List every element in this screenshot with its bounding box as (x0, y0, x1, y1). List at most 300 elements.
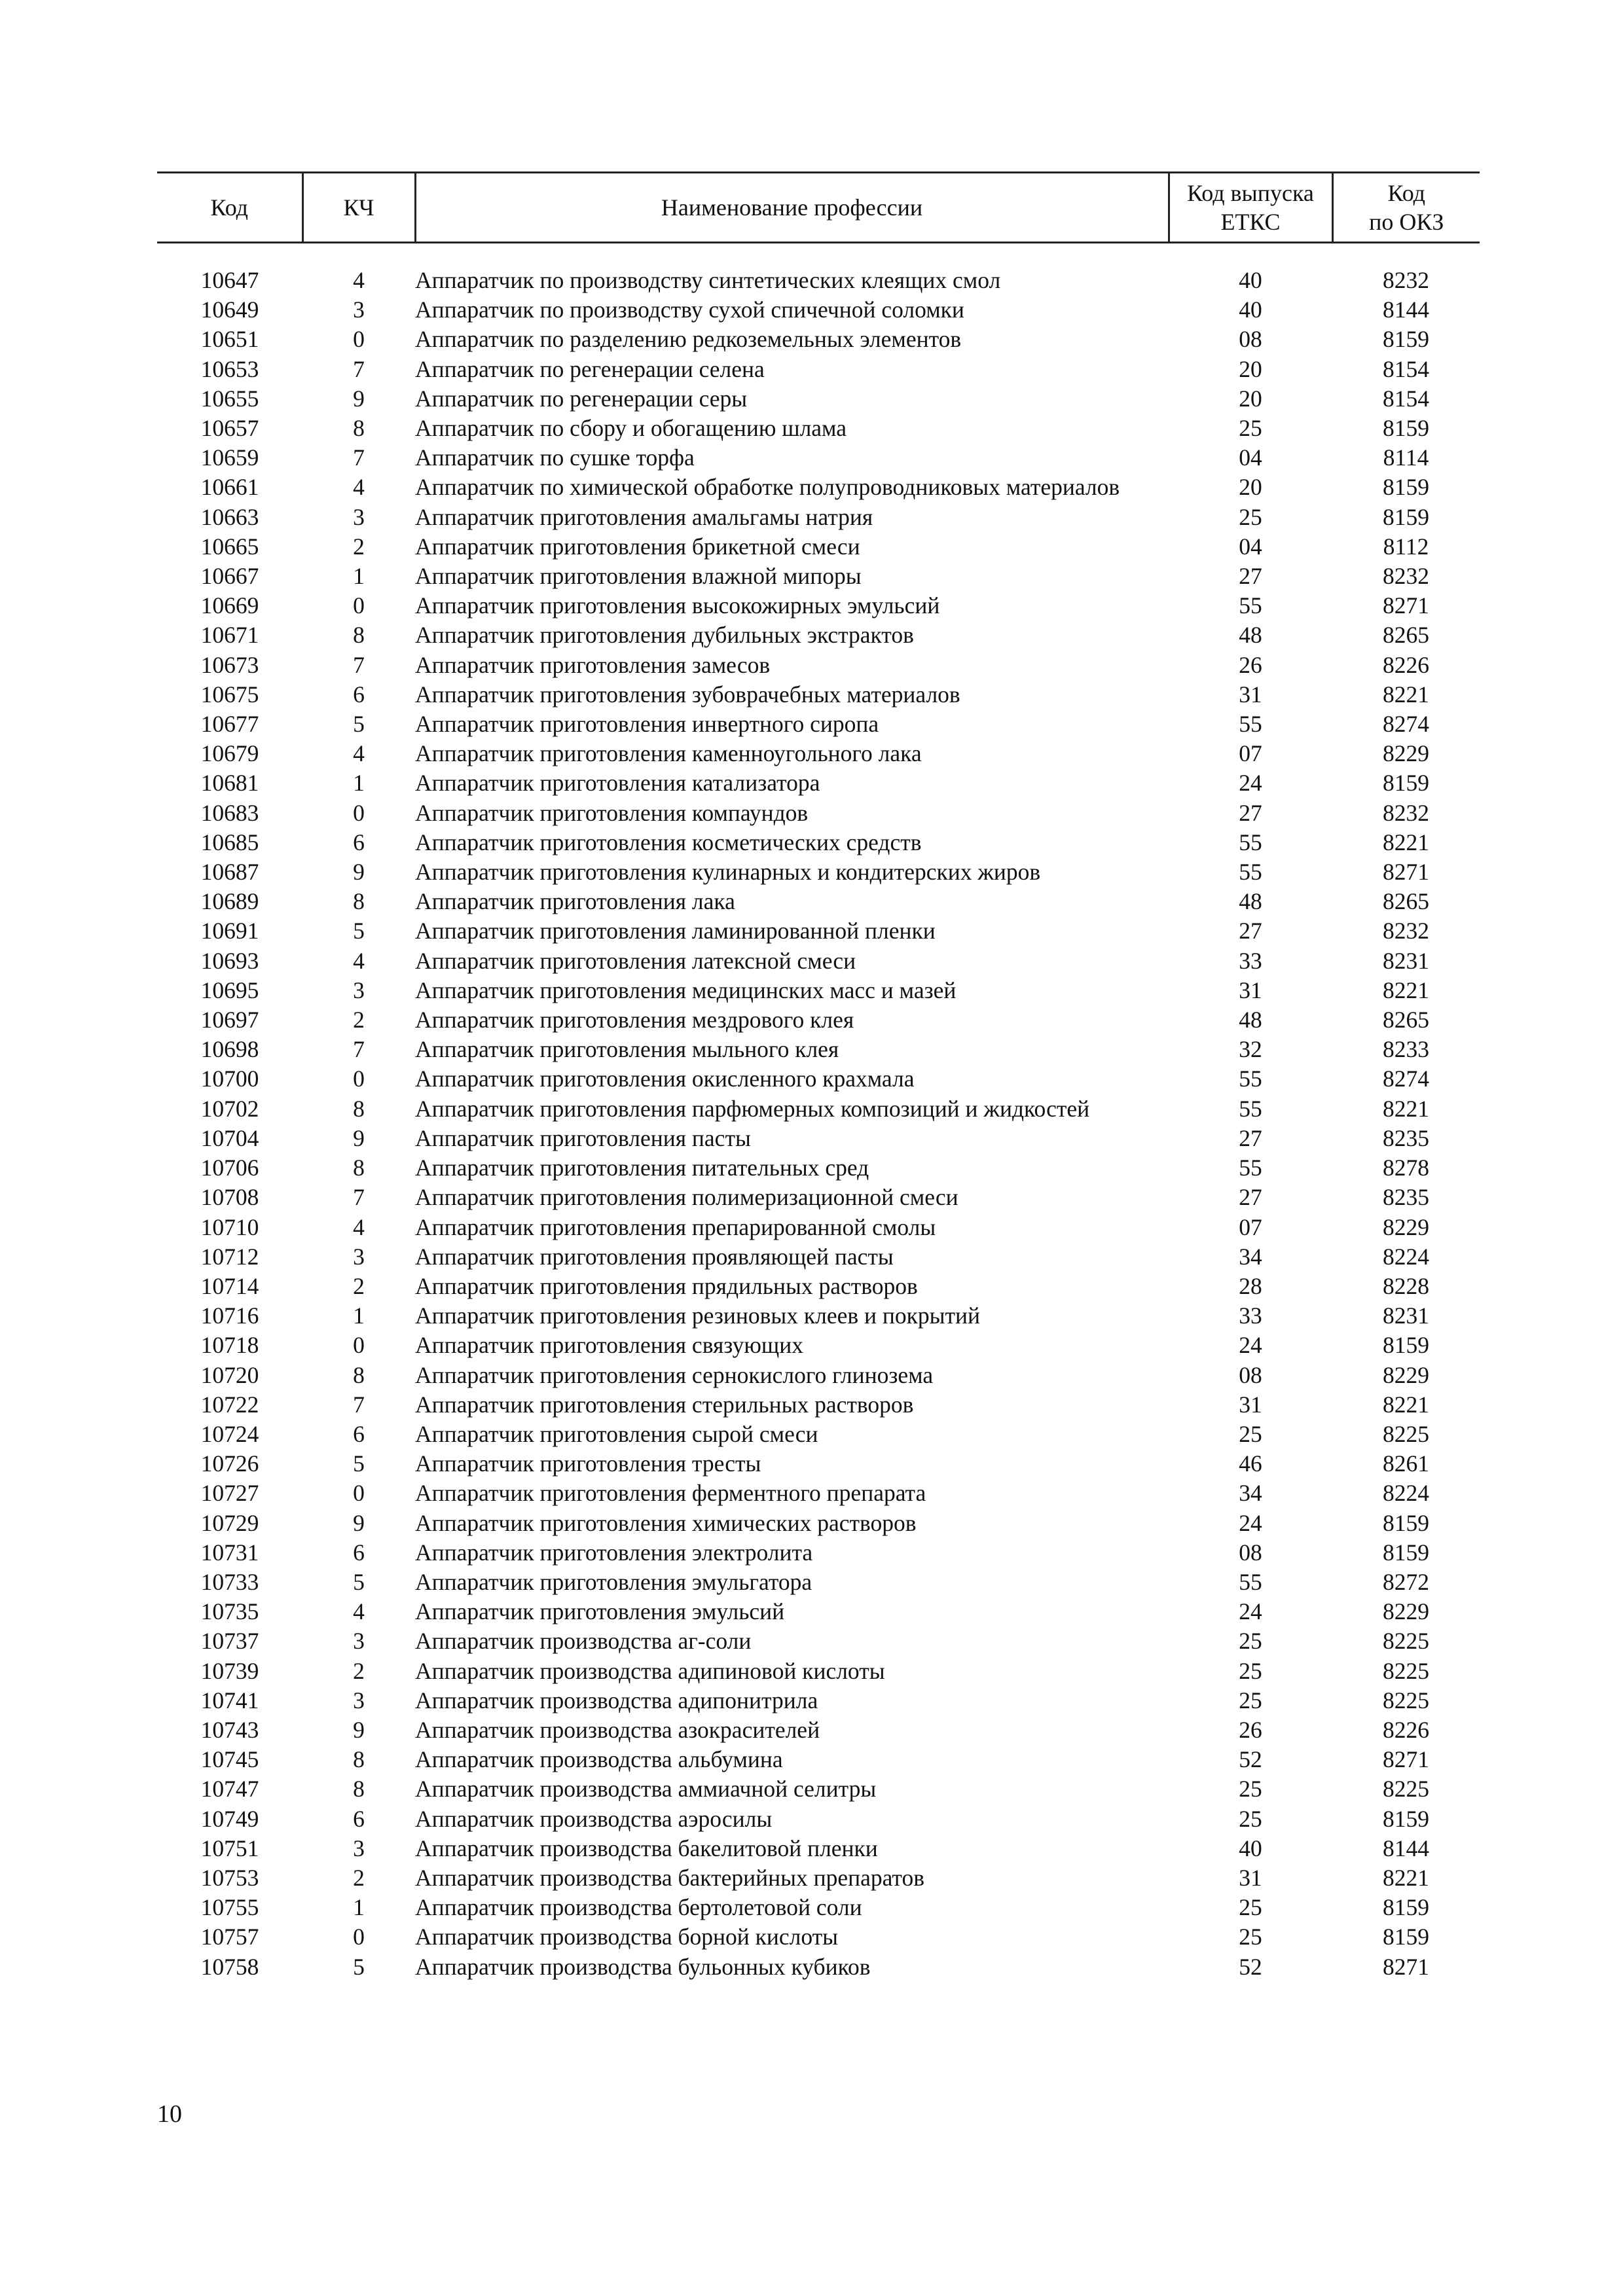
row-code: 10661 (200, 474, 259, 501)
table-row (157, 651, 1480, 680)
table-body (157, 243, 1480, 1982)
row-code: 10677 (200, 711, 259, 738)
table-row (157, 1183, 1480, 1212)
row-etks-code: 31 (1239, 1864, 1262, 1891)
row-code: 10685 (200, 829, 259, 855)
row-code: 10702 (200, 1095, 259, 1122)
row-okz-code: 8274 (1383, 1066, 1429, 1092)
table-row (157, 1449, 1480, 1479)
table-row (157, 1804, 1480, 1834)
row-code: 10757 (200, 1924, 259, 1950)
row-etks-code: 34 (1239, 1480, 1262, 1507)
row-kch: 0 (353, 799, 365, 826)
row-code: 10739 (200, 1657, 259, 1684)
row-okz-code: 8229 (1383, 1213, 1429, 1240)
table-row (157, 1745, 1480, 1774)
row-code: 10724 (200, 1420, 259, 1447)
row-code: 10665 (200, 533, 259, 560)
row-name: Аппаратчик по сушке торфа (415, 444, 695, 471)
row-etks-code: 20 (1239, 355, 1262, 382)
table-row (157, 1153, 1480, 1183)
row-code: 10655 (200, 385, 259, 412)
row-okz-code: 8235 (1383, 1184, 1429, 1211)
row-name: Аппаратчик приготовления стерильных растворов (415, 1391, 914, 1418)
row-name: Аппаратчик приготовления медицинских масс и мазей (415, 977, 957, 1003)
table-row (157, 384, 1480, 414)
row-kch: 1 (353, 1302, 365, 1329)
row-okz-code: 8159 (1383, 1924, 1429, 1950)
row-etks-code: 25 (1239, 503, 1262, 530)
row-okz-code: 8221 (1383, 977, 1429, 1003)
header-kch: КЧ (302, 173, 415, 243)
row-kch: 5 (353, 1953, 365, 1980)
row-etks-code: 33 (1239, 947, 1262, 974)
row-name: Аппаратчик приготовления замесов (415, 651, 771, 678)
row-kch: 4 (353, 740, 365, 767)
table-row (157, 1863, 1480, 1893)
row-name: Аппаратчик производства бактерийных препаратов (415, 1864, 924, 1891)
table-row (157, 1538, 1480, 1568)
row-etks-code: 48 (1239, 1007, 1262, 1033)
row-okz-code: 8159 (1383, 1894, 1429, 1921)
row-okz-code: 8225 (1383, 1687, 1429, 1713)
row-okz-code: 8159 (1383, 1805, 1429, 1832)
table-row (157, 739, 1480, 768)
row-name: Аппаратчик приготовления ламинированной пленки (415, 918, 936, 944)
row-kch: 9 (353, 385, 365, 412)
table-row (157, 1124, 1480, 1153)
table-row (157, 1064, 1480, 1094)
table-row (157, 798, 1480, 828)
row-etks-code: 24 (1239, 1598, 1262, 1625)
row-code: 10712 (200, 1243, 259, 1270)
row-name: Аппаратчик приготовления проявляющей пасты (415, 1243, 894, 1270)
row-kch: 8 (353, 1155, 365, 1181)
row-name: Аппаратчик приготовления прядильных растворов (415, 1272, 918, 1299)
row-kch: 0 (353, 1066, 365, 1092)
row-code: 10758 (200, 1953, 259, 1980)
row-code: 10679 (200, 740, 259, 767)
row-etks-code: 25 (1239, 1657, 1262, 1684)
row-okz-code: 8272 (1383, 1568, 1429, 1595)
row-kch: 0 (353, 326, 365, 353)
row-etks-code: 26 (1239, 1716, 1262, 1743)
table-row (157, 414, 1480, 443)
row-code: 10663 (200, 503, 259, 530)
table-row (157, 295, 1480, 325)
row-code: 10651 (200, 326, 259, 353)
row-okz-code: 8231 (1383, 947, 1429, 974)
row-etks-code: 07 (1239, 1213, 1262, 1240)
row-okz-code: 8228 (1383, 1272, 1429, 1299)
row-etks-code: 55 (1239, 1066, 1262, 1092)
row-etks-code: 40 (1239, 267, 1262, 293)
table-row (157, 1301, 1480, 1331)
row-code: 10741 (200, 1687, 259, 1713)
row-kch: 5 (353, 1568, 365, 1595)
row-etks-code: 20 (1239, 385, 1262, 412)
row-etks-code: 25 (1239, 1628, 1262, 1655)
row-kch: 9 (353, 1509, 365, 1536)
row-code: 10722 (200, 1391, 259, 1418)
table-row (157, 680, 1480, 709)
row-etks-code: 31 (1239, 977, 1262, 1003)
row-kch: 5 (353, 1450, 365, 1477)
table-row (157, 1272, 1480, 1301)
row-name: Аппаратчик приготовления каменноугольного лака (415, 740, 922, 767)
row-kch: 9 (353, 859, 365, 886)
row-etks-code: 33 (1239, 1302, 1262, 1329)
row-etks-code: 25 (1239, 1776, 1262, 1803)
table-row (157, 946, 1480, 976)
row-code: 10693 (200, 947, 259, 974)
row-okz-code: 8112 (1383, 533, 1429, 560)
row-name: Аппаратчик по регенерации селена (415, 355, 765, 382)
row-name: Аппаратчик приготовления полимеризационной смеси (415, 1184, 958, 1211)
row-kch: 4 (353, 1598, 365, 1625)
table-row (157, 1361, 1480, 1390)
row-kch: 0 (353, 592, 365, 619)
row-name: Аппаратчик приготовления препарированной смолы (415, 1213, 936, 1240)
table-row (157, 857, 1480, 887)
row-okz-code: 8225 (1383, 1776, 1429, 1803)
table-row (157, 976, 1480, 1005)
row-etks-code: 08 (1239, 1361, 1262, 1388)
row-code: 10689 (200, 888, 259, 915)
row-name: Аппаратчик приготовления косметических средств (415, 829, 922, 855)
row-name: Аппаратчик приготовления питательных сред (415, 1155, 869, 1181)
row-etks-code: 31 (1239, 1391, 1262, 1418)
row-okz-code: 8159 (1383, 1509, 1429, 1536)
row-etks-code: 25 (1239, 1420, 1262, 1447)
row-code: 10751 (200, 1835, 259, 1861)
row-okz-code: 8265 (1383, 1007, 1429, 1033)
row-kch: 4 (353, 474, 365, 501)
row-okz-code: 8159 (1383, 326, 1429, 353)
row-okz-code: 8114 (1383, 444, 1429, 471)
row-name: Аппаратчик по регенерации серы (415, 385, 748, 412)
row-okz-code: 8232 (1383, 799, 1429, 826)
row-etks-code: 52 (1239, 1746, 1262, 1773)
row-okz-code: 8221 (1383, 829, 1429, 855)
row-kch: 4 (353, 1213, 365, 1240)
row-code: 10747 (200, 1776, 259, 1803)
row-etks-code: 25 (1239, 1894, 1262, 1921)
table-row (157, 1834, 1480, 1863)
row-etks-code: 34 (1239, 1243, 1262, 1270)
row-etks-code: 55 (1239, 711, 1262, 738)
table-row (157, 768, 1480, 798)
row-kch: 4 (353, 267, 365, 293)
row-code: 10657 (200, 415, 259, 442)
row-code: 10700 (200, 1066, 259, 1092)
row-etks-code: 52 (1239, 1953, 1262, 1980)
row-etks-code: 55 (1239, 1568, 1262, 1595)
table-row (157, 355, 1480, 384)
row-okz-code: 8225 (1383, 1628, 1429, 1655)
table-row (157, 887, 1480, 916)
row-code: 10716 (200, 1302, 259, 1329)
row-etks-code: 40 (1239, 296, 1262, 323)
row-name: Аппаратчик приготовления катализатора (415, 770, 820, 797)
row-kch: 6 (353, 1805, 365, 1832)
row-okz-code: 8265 (1383, 622, 1429, 649)
row-etks-code: 04 (1239, 444, 1262, 471)
row-etks-code: 55 (1239, 592, 1262, 619)
row-code: 10720 (200, 1361, 259, 1388)
row-okz-code: 8144 (1383, 296, 1429, 323)
row-etks-code: 25 (1239, 1924, 1262, 1950)
row-kch: 9 (353, 1716, 365, 1743)
row-okz-code: 8229 (1383, 740, 1429, 767)
row-name: Аппаратчик производства альбумина (415, 1746, 783, 1773)
table-row (157, 1242, 1480, 1272)
row-etks-code: 24 (1239, 770, 1262, 797)
row-okz-code: 8225 (1383, 1420, 1429, 1447)
row-name: Аппаратчик приготовления кулинарных и кондитерских жиров (415, 859, 1041, 886)
row-name: Аппаратчик производства адипиновой кислоты (415, 1657, 885, 1684)
row-code: 10729 (200, 1509, 259, 1536)
row-name: Аппаратчик приготовления парфюмерных композиций и жидкостей (415, 1095, 1090, 1122)
row-name: Аппаратчик приготовления ферментного препарата (415, 1480, 926, 1507)
header-code: Код (157, 173, 302, 243)
row-okz-code: 8261 (1383, 1450, 1429, 1477)
table-row (157, 709, 1480, 739)
row-etks-code: 25 (1239, 415, 1262, 442)
row-code: 10708 (200, 1184, 259, 1211)
row-etks-code: 31 (1239, 681, 1262, 708)
row-name: Аппаратчик приготовления мыльного клея (415, 1036, 839, 1063)
row-name: Аппаратчик приготовления инвертного сиропа (415, 711, 879, 738)
row-okz-code: 8159 (1383, 770, 1429, 797)
row-kch: 3 (353, 1628, 365, 1655)
row-kch: 2 (353, 1657, 365, 1684)
row-kch: 7 (353, 355, 365, 382)
row-etks-code: 08 (1239, 1539, 1262, 1566)
row-kch: 7 (353, 1036, 365, 1063)
row-name: Аппаратчик приготовления амальгамы натрия (415, 503, 873, 530)
row-code: 10731 (200, 1539, 259, 1566)
row-code: 10659 (200, 444, 259, 471)
row-name: Аппаратчик приготовления дубильных экстрактов (415, 622, 914, 649)
table-row (157, 1774, 1480, 1804)
row-kch: 4 (353, 947, 365, 974)
table-row (157, 532, 1480, 562)
row-okz-code: 8154 (1383, 385, 1429, 412)
row-okz-code: 8265 (1383, 888, 1429, 915)
row-okz-code: 8224 (1383, 1243, 1429, 1270)
row-code: 10704 (200, 1124, 259, 1151)
row-code: 10671 (200, 622, 259, 649)
row-okz-code: 8233 (1383, 1036, 1429, 1063)
row-etks-code: 27 (1239, 918, 1262, 944)
row-name: Аппаратчик приготовления эмульсий (415, 1598, 785, 1625)
header-etks-code: Код выпуска ЕТКС (1169, 173, 1332, 243)
row-kch: 3 (353, 977, 365, 1003)
row-kch: 8 (353, 1746, 365, 1773)
row-okz-code: 8226 (1383, 1716, 1429, 1743)
row-name: Аппаратчик приготовления зубоврачебных материалов (415, 681, 960, 708)
row-code: 10667 (200, 563, 259, 590)
row-kch: 1 (353, 1894, 365, 1921)
row-code: 10710 (200, 1213, 259, 1240)
table-row (157, 828, 1480, 857)
row-kch: 7 (353, 1391, 365, 1418)
row-kch: 5 (353, 918, 365, 944)
row-code: 10647 (200, 267, 259, 293)
row-okz-code: 8229 (1383, 1598, 1429, 1625)
table-row (157, 1479, 1480, 1508)
row-etks-code: 27 (1239, 563, 1262, 590)
row-code: 10675 (200, 681, 259, 708)
row-code: 10698 (200, 1036, 259, 1063)
table-row (157, 916, 1480, 946)
row-kch: 8 (353, 622, 365, 649)
row-okz-code: 8271 (1383, 592, 1429, 619)
row-kch: 3 (353, 503, 365, 530)
row-code: 10714 (200, 1272, 259, 1299)
row-name: Аппаратчик приготовления химических растворов (415, 1509, 917, 1536)
row-okz-code: 8229 (1383, 1361, 1429, 1388)
row-name: Аппаратчик по производству сухой спичечной соломки (415, 296, 964, 323)
row-okz-code: 8221 (1383, 1095, 1429, 1122)
row-name: Аппаратчик производства азокрасителей (415, 1716, 820, 1743)
row-etks-code: 55 (1239, 1095, 1262, 1122)
row-kch: 0 (353, 1480, 365, 1507)
row-etks-code: 24 (1239, 1509, 1262, 1536)
row-kch: 7 (353, 651, 365, 678)
page-number: 10 (157, 2100, 182, 2128)
table-row (157, 1568, 1480, 1597)
row-name: Аппаратчик приготовления связующих (415, 1332, 803, 1359)
row-kch: 6 (353, 681, 365, 708)
row-etks-code: 28 (1239, 1272, 1262, 1299)
row-etks-code: 26 (1239, 651, 1262, 678)
row-etks-code: 48 (1239, 888, 1262, 915)
table-row (157, 1715, 1480, 1745)
table-header (157, 173, 1480, 243)
row-etks-code: 40 (1239, 1835, 1262, 1861)
row-kch: 3 (353, 1687, 365, 1713)
row-kch: 8 (353, 1361, 365, 1388)
row-name: Аппаратчик приготовления компаундов (415, 799, 809, 826)
table-row (157, 620, 1480, 650)
row-okz-code: 8221 (1383, 1864, 1429, 1891)
row-etks-code: 32 (1239, 1036, 1262, 1063)
table-row (157, 325, 1480, 354)
row-name: Аппаратчик производства бакелитовой пленки (415, 1835, 878, 1861)
row-code: 10745 (200, 1746, 259, 1773)
table-row (157, 1686, 1480, 1715)
table-row (157, 1657, 1480, 1686)
row-kch: 3 (353, 296, 365, 323)
row-name: Аппаратчик приготовления пасты (415, 1124, 751, 1151)
row-okz-code: 8232 (1383, 918, 1429, 944)
row-kch: 8 (353, 1095, 365, 1122)
row-name: Аппаратчик приготовления высокожирных эмульсий (415, 592, 940, 619)
row-kch: 7 (353, 1184, 365, 1211)
row-kch: 2 (353, 1272, 365, 1299)
row-okz-code: 8271 (1383, 1746, 1429, 1773)
row-name: Аппаратчик производства аэросилы (415, 1805, 773, 1832)
row-kch: 3 (353, 1835, 365, 1861)
row-code: 10695 (200, 977, 259, 1003)
row-name: Аппаратчик приготовления сырой смеси (415, 1420, 818, 1447)
row-code: 10691 (200, 918, 259, 944)
row-name: Аппаратчик приготовления окисленного крахмала (415, 1066, 915, 1092)
row-name: Аппаратчик приготовления сернокислого глинозема (415, 1361, 934, 1388)
row-kch: 6 (353, 829, 365, 855)
row-etks-code: 55 (1239, 829, 1262, 855)
row-okz-code: 8154 (1383, 355, 1429, 382)
row-code: 10697 (200, 1007, 259, 1033)
table-row (157, 1213, 1480, 1242)
row-kch: 5 (353, 711, 365, 738)
row-okz-code: 8271 (1383, 1953, 1429, 1980)
row-code: 10673 (200, 651, 259, 678)
row-name: Аппаратчик приготовления брикетной смеси (415, 533, 860, 560)
row-okz-code: 8235 (1383, 1124, 1429, 1151)
row-okz-code: 8232 (1383, 267, 1429, 293)
row-name: Аппаратчик производства борной кислоты (415, 1924, 839, 1950)
row-code: 10737 (200, 1628, 259, 1655)
header-name: Наименование профессии (415, 173, 1169, 243)
row-etks-code: 48 (1239, 622, 1262, 649)
row-etks-code: 07 (1239, 740, 1262, 767)
row-okz-code: 8225 (1383, 1657, 1429, 1684)
row-name: Аппаратчик по сбору и обогащению шлама (415, 415, 847, 442)
row-etks-code: 27 (1239, 799, 1262, 826)
row-name: Аппаратчик приготовления эмульгатора (415, 1568, 812, 1595)
table-row (157, 1893, 1480, 1922)
row-etks-code: 25 (1239, 1687, 1262, 1713)
row-kch: 7 (353, 444, 365, 471)
row-name: Аппаратчик производства аг-соли (415, 1628, 752, 1655)
table-row (157, 503, 1480, 532)
row-kch: 6 (353, 1420, 365, 1447)
row-okz-code: 8226 (1383, 651, 1429, 678)
table-row (157, 1626, 1480, 1656)
row-name: Аппаратчик приготовления лака (415, 888, 735, 915)
table-row (157, 1922, 1480, 1952)
row-etks-code: 27 (1239, 1184, 1262, 1211)
row-code: 10726 (200, 1450, 259, 1477)
table-row (157, 1420, 1480, 1449)
row-kch: 3 (353, 1243, 365, 1270)
row-okz-code: 8274 (1383, 711, 1429, 738)
row-name: Аппаратчик производства бертолетовой соли (415, 1894, 862, 1921)
row-name: Аппаратчик производства адипонитрила (415, 1687, 818, 1713)
row-kch: 8 (353, 415, 365, 442)
table-row (157, 562, 1480, 591)
row-code: 10735 (200, 1598, 259, 1625)
table-row (157, 1331, 1480, 1360)
row-name: Аппаратчик приготовления влажной мипоры (415, 563, 862, 590)
row-etks-code: 04 (1239, 533, 1262, 560)
row-etks-code: 25 (1239, 1805, 1262, 1832)
row-okz-code: 8159 (1383, 474, 1429, 501)
row-okz-code: 8221 (1383, 1391, 1429, 1418)
row-name: Аппаратчик по разделению редкоземельных элементов (415, 326, 962, 353)
row-kch: 0 (353, 1332, 365, 1359)
row-code: 10681 (200, 770, 259, 797)
row-etks-code: 08 (1239, 326, 1262, 353)
table-row (157, 266, 1480, 295)
row-code: 10649 (200, 296, 259, 323)
row-okz-code: 8231 (1383, 1302, 1429, 1329)
row-okz-code: 8159 (1383, 1332, 1429, 1359)
row-okz-code: 8144 (1383, 1835, 1429, 1861)
